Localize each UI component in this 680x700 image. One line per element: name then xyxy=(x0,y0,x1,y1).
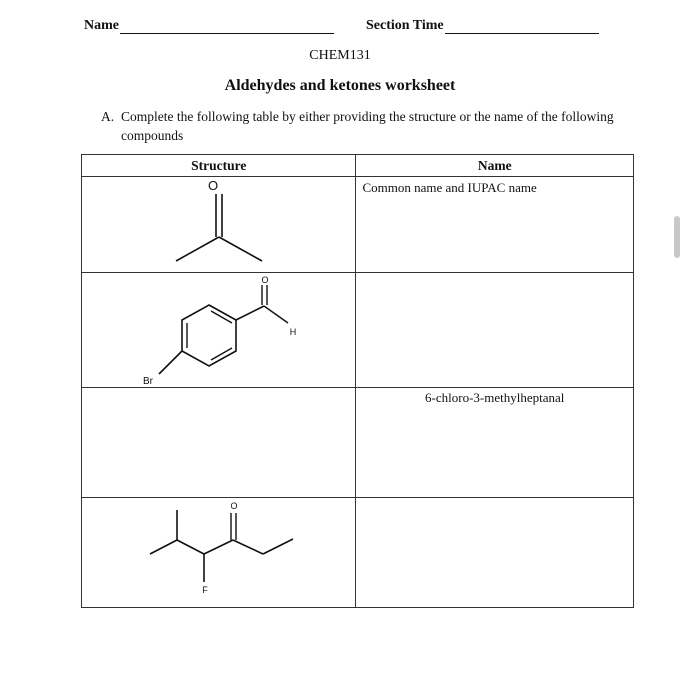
atom-label: Br xyxy=(143,376,153,387)
table-row xyxy=(82,273,634,388)
table-header-row xyxy=(82,155,634,177)
structure-cell-1 xyxy=(82,177,356,273)
structure-cell-4 xyxy=(82,498,356,608)
fluoroketone-structure-drawing xyxy=(82,498,357,608)
bromobenzaldehyde-structure-drawing xyxy=(82,273,357,388)
structure-cell-3[interactable] xyxy=(82,388,356,498)
table-row xyxy=(82,498,634,608)
atom-label: O xyxy=(261,275,269,285)
section-time-blank-line[interactable] xyxy=(445,20,599,34)
atom-label: O xyxy=(207,178,219,193)
structure-cell-2 xyxy=(82,273,356,388)
name-field[interactable] xyxy=(84,18,334,34)
atom-label: H xyxy=(289,327,297,337)
name-cell-3 xyxy=(356,388,634,498)
header-name: Name xyxy=(356,155,634,177)
table-row xyxy=(82,177,634,273)
instruction-letter: A. xyxy=(101,109,115,124)
compound-name-text: 6-chloro-3-methylheptanal xyxy=(425,390,565,405)
section-time-field[interactable] xyxy=(366,18,599,34)
header-structure: Structure xyxy=(82,155,356,177)
instruction-text: Complete the following table by either providing the structure or the name of the following compounds xyxy=(121,109,614,143)
name-hint-text: Common name and IUPAC name xyxy=(362,180,537,195)
course-code: CHEM131 xyxy=(309,48,371,63)
name-cell-1[interactable] xyxy=(356,177,634,273)
atom-label: F xyxy=(202,585,208,595)
section-time-label: Section Time xyxy=(366,18,444,33)
name-label: Name xyxy=(84,18,119,33)
worksheet-title: Aldehydes and ketones worksheet xyxy=(224,77,456,94)
scrollbar[interactable] xyxy=(674,216,680,258)
acetone-structure-drawing xyxy=(82,177,357,273)
student-header xyxy=(84,18,604,38)
atom-label: O xyxy=(230,501,238,511)
worksheet-table xyxy=(81,154,634,608)
name-cell-2[interactable] xyxy=(356,273,634,388)
table-row xyxy=(82,388,634,498)
instruction-paragraph xyxy=(101,107,621,145)
name-blank-line[interactable] xyxy=(120,20,334,34)
name-cell-4[interactable] xyxy=(356,498,634,608)
